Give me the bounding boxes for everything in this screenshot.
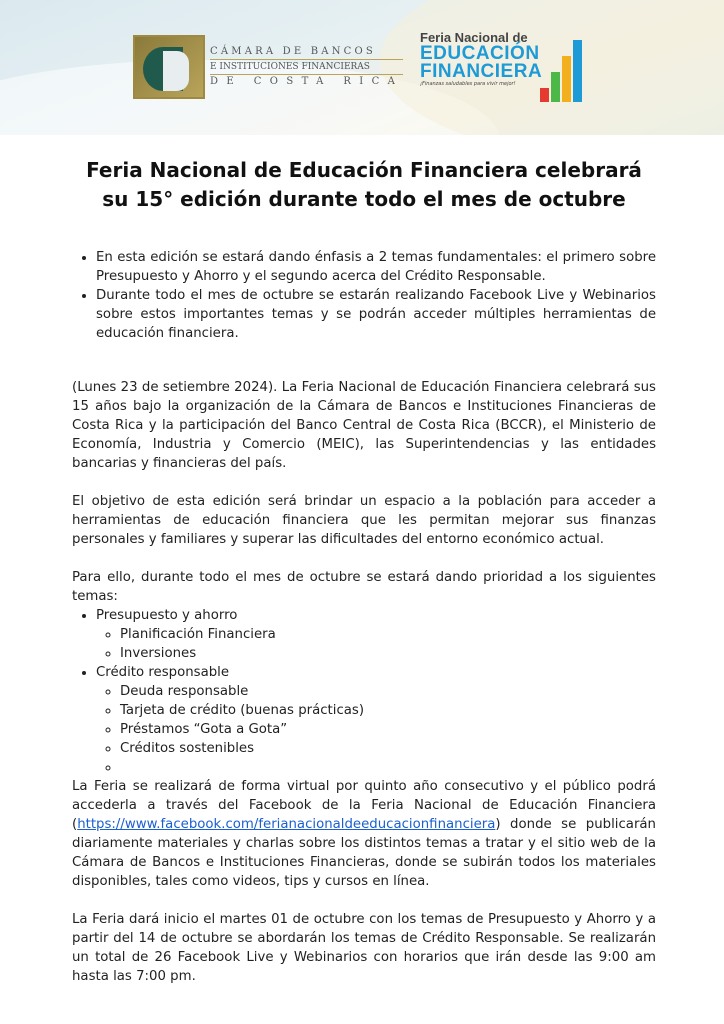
topics-list xyxy=(72,606,656,777)
highlights-list xyxy=(72,248,656,343)
paragraph: El objetivo de esta edición será brindar un espacio a la población para acceder a herramientas de educación financiera que les permitan mejorar sus finanzas personales y familiares y superar las dificultades del entorno económico actual. xyxy=(72,494,656,547)
camara-bancos-logo xyxy=(133,35,205,99)
bar-green-icon xyxy=(551,72,560,102)
topic-item: • Crédito responsable ◦ Deuda responsable ◦ Tarjeta de crédito (buenas prácticas) ◦ Préstamos “Gota a Gota” ◦ Créditos sostenibles ◦ xyxy=(96,663,656,777)
bar-red-icon xyxy=(540,88,549,102)
paragraph: La Feria dará inicio el martes 01 de octubre con los temas de Presupuesto y Ahorro y a partir del 14 de octubre se abordarán los temas de Crédito Responsable. Se realizarán un total de 26 Facebook Live y Webinarios con horarios que irán desde las 9:00 am hasta las 7:00 pm. xyxy=(72,912,656,984)
bar-yellow-icon xyxy=(562,56,571,102)
subtopic-item: ◦ Deuda responsable xyxy=(120,682,656,701)
subtopic-item: ◦ Inversiones xyxy=(120,644,656,663)
paragraph: Para ello, durante todo el mes de octubre se estará dando prioridad a los siguientes temas: xyxy=(72,570,656,604)
bar-blue-icon xyxy=(573,40,582,102)
feria-logo: Feria Nacional de EDUCACIÓN FINANCIERA ¡Finanzas saludables para vivir mejor! xyxy=(420,30,590,110)
article xyxy=(72,156,656,1005)
subtopic-item: ◦ Préstamos “Gota a Gota” xyxy=(120,720,656,739)
subtopic-item: ◦ Planificación Financiera xyxy=(120,625,656,644)
article-title: Feria Nacional de Educación Financiera celebrará su 15° edición durante todo el mes de octubre xyxy=(86,158,642,211)
camara-bancos-logo-text: CÁMARA DE BANCOS E INSTITUCIONES FINANCIERAS DE COSTA RICA xyxy=(210,46,404,87)
header-banner xyxy=(0,0,724,135)
paragraph: La Feria se realizará de forma virtual por quinto año consecutivo y el público podrá accederla a través del Facebook de la Feria Nacional de Educación Financiera (https://www.facebook.com/ferianacionaldeeducacionfinanciera) donde se publicarán diariamente materiales y charlas sobre los distintos temas a tratar y el sitio web de la Cámara de Bancos e Instituciones Financieras, donde se subirán todos los materiales disponibles, tales como videos, tips y cursos en línea. xyxy=(72,779,656,889)
subtopic-item: ◦ Tarjeta de crédito (buenas prácticas) xyxy=(120,701,656,720)
facebook-link[interactable]: https://www.facebook.com/ferianacionaldeeducacionfinanciera xyxy=(77,817,496,832)
highlight-item: • Durante todo el mes de octubre se estarán realizando Facebook Live y Webinarios sobre estos importantes temas y se podrán acceder múltiples herramientas de educación financiera. xyxy=(96,286,656,343)
paragraph: (Lunes 23 de setiembre 2024). La Feria Nacional de Educación Financiera celebrará sus 15 años bajo la organización de la Cámara de Bancos e Instituciones Financieras de Costa Rica y la participación del Banco Central de Costa Rica (BCCR), el Ministerio de Economía, Industria y Comercio (MEIC), las Superintendencias y las entidades bancarias y financieras del país. xyxy=(72,380,656,471)
subtopic-item: ◦ Créditos sostenibles xyxy=(120,739,656,758)
highlight-item: • En esta edición se estará dando énfasis a 2 temas fundamentales: el primero sobre Presupuesto y Ahorro y el segundo acerca del Crédito Responsable. xyxy=(96,248,656,286)
subtopic-item-empty xyxy=(120,758,656,777)
topic-item: • Presupuesto y ahorro ◦ Planificación Financiera ◦ Inversiones xyxy=(96,606,656,663)
